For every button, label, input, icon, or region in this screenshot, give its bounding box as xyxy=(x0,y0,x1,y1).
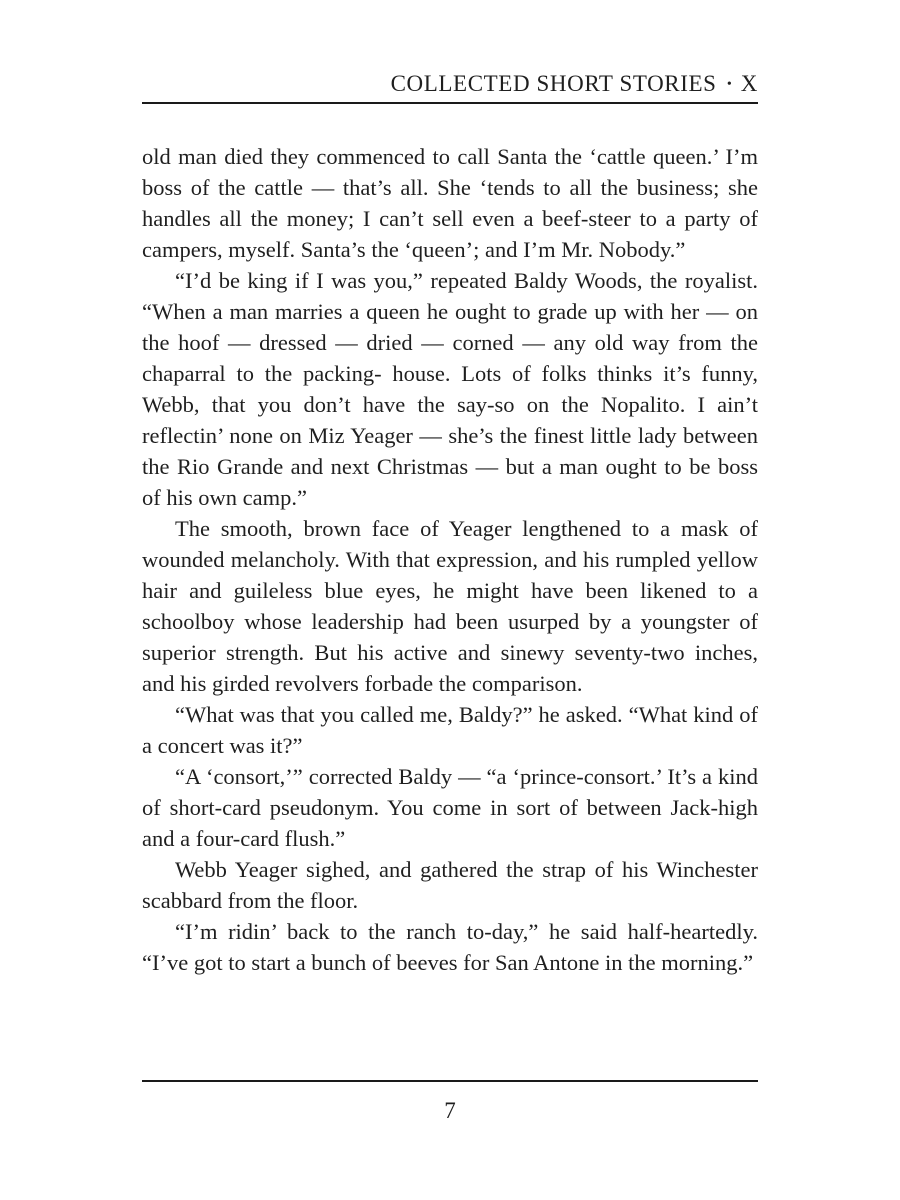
header-rule xyxy=(142,102,758,104)
running-head-title: COLLECTED SHORT STORIES xyxy=(390,71,717,96)
running-head-separator: • xyxy=(726,77,733,92)
paragraph: “I’m ridin’ back to the ranch to-day,” he said half-heartedly. “I’ve got to start a bunch of beeves for San Antone in the morning.” xyxy=(142,919,758,975)
running-head xyxy=(142,70,758,99)
body-text xyxy=(142,141,758,978)
paragraph: “I’d be king if I was you,” repeated Baldy Woods, the royalist. “When a man marries a queen he ought to grade up with her — on the hoof — dressed — dried — corned — any old way from the chaparral to the packing- house. Lots of folks thinks it’s funny, Webb, that you don’t have the say-so on the Nopalito. I ain’t reflectin’ none on Miz Yeager — she’s the finest little lady between the Rio Grande and next Christmas — but a man ought to be boss of his own camp.” xyxy=(142,268,758,510)
paragraph: “A ‘consort,’” corrected Baldy — “a ‘prince-consort.’ It’s a kind of short-card pseudonym. You come in sort of between Jack-high and a four-card flush.” xyxy=(142,764,758,851)
page-number: 7 xyxy=(444,1098,456,1123)
paragraph-continued: old man died they commenced to call Santa the ‘cattle queen.’ I’m boss of the cattle — that’s all. She ‘tends to all the business; she handles all the money; I can’t sell even a beef-steer to a party of campers, myself. Santa’s the ‘queen’; and I’m Mr. Nobody.” xyxy=(142,144,758,262)
footer-rule xyxy=(142,1080,758,1082)
paragraph: Webb Yeager sighed, and gathered the strap of his Winchester scabbard from the floor. xyxy=(142,857,758,913)
paragraph: The smooth, brown face of Yeager lengthened to a mask of wounded melancholy. With that expression, and his rumpled yellow hair and guileless blue eyes, he might have been likened to a schoolboy whose leadership had been usurped by a youngster of superior strength. But his active and sinewy seventy-two inches, and his girded revolvers forbade the comparison. xyxy=(142,516,758,696)
running-head-volume: X xyxy=(740,71,758,96)
paragraph: “What was that you called me, Baldy?” he asked. “What kind of a concert was it?” xyxy=(142,702,758,758)
